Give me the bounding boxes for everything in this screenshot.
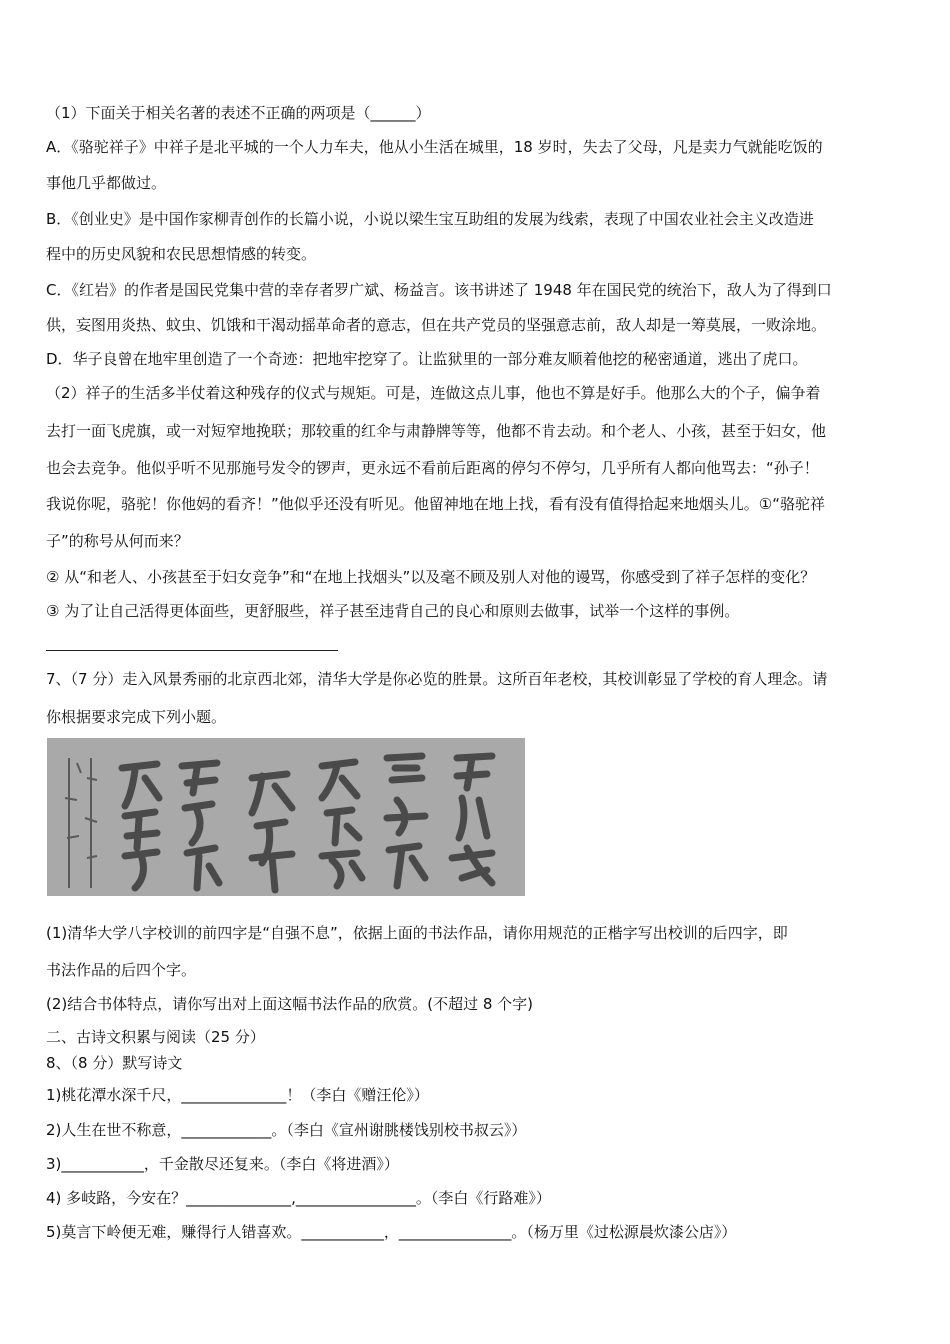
- q6-part2-line3: 也会去竞争。他似乎听不见那施号发令的锣声，更永远不看前后距离的停匀不停匀，几乎所有人都向他骂去：“孙子！: [46, 459, 819, 477]
- q7-sub1-line2: 书法作品的后四个字。: [46, 961, 197, 979]
- answer-separator-line: [46, 650, 338, 651]
- option-a-line1: A．《骆驼祥子》中祥子是北平城的一个人力车夫，他从小生活在城里，18 岁时，失去了父母，凡是卖力气就能吃饭的: [46, 138, 823, 156]
- option-b-line2: 程中的历史风貌和农民思想情感的转变。: [46, 245, 317, 263]
- q6-part2-line6: ② 从“和老人、小孩甚至于妇女竞争”和“在地上找烟头”以及毫不顾及别人对他的谩骂，你感受到了祥子怎样的变化？: [46, 568, 816, 586]
- q6-part1-title: （1）下面关于相关名著的表述不正确的两项是（______）: [46, 104, 431, 122]
- poem-item-2: 2)人生在世不称意，____________。（李白《宣州谢朓楼饯别校书叔云》）: [46, 1121, 527, 1139]
- q8-title: 8、（8 分）默写诗文: [46, 1054, 183, 1072]
- option-a-line2: 事他几乎都做过。: [46, 174, 167, 192]
- calligraphy-image: [47, 738, 525, 896]
- q6-part2-line2: 去打一面飞虎旗，或一对短窄地挽联；那较重的红伞与肃静牌等等，他都不肯去动。和个老人、小孩，甚至于妇女，他: [46, 422, 827, 440]
- option-b-line1: B．《创业史》是中国作家柳青创作的长篇小说，小说以梁生宝互助组的发展为线索，表现了中国农业社会主义改造进: [46, 210, 814, 228]
- q6-part2-line7: ③ 为了让自己活得更体面些，更舒服些，祥子甚至违背自己的良心和原则去做事，试举一个这样的事例。: [46, 602, 740, 620]
- section2-title: 二、古诗文积累与阅读（25 分）: [46, 1028, 265, 1046]
- poem-item-1: 1)桃花潭水深千尺，______________！（李白《赠汪伦》）: [46, 1086, 429, 1104]
- poem-item-3: 3)___________，千金散尽还复来。（李白《将进酒》）: [46, 1155, 399, 1173]
- poem-item-4: 4) 多岐路，今安在？______________,________________。（李白《行路难》）: [46, 1189, 551, 1207]
- option-d-line1: D．华子良曾在地牢里创造了一个奇迹：把地牢挖穿了。让监狱里的一部分难友顺着他挖的秘密通道，逃出了虎口。: [46, 350, 808, 368]
- option-c-line1: C．《红岩》的作者是国民党集中营的幸存者罗广斌、杨益言。该书讲述了 1948 年在国民党的统治下，敌人为了得到口: [46, 281, 832, 299]
- q7-sub2: (2)结合书体特点，请你写出对上面这幅书法作品的欣赏。(不超过 8 个字): [46, 995, 534, 1013]
- q6-part2-line1: （2）祥子的生活多半仗着这种残存的仪式与规矩。可是，连做这点儿事，他也不算是好手。他那么大的个子，偏争着: [46, 384, 821, 402]
- q7-line1: 7、（7 分）走入风景秀丽的北京西北郊，清华大学是你必览的胜景。这所百年老校，其校训彰显了学校的育人理念。请: [46, 670, 828, 688]
- option-c-line2: 供，妄图用炎热、蚊虫、饥饿和干渴动摇革命者的意志，但在共产党员的坚强意志前，敌人却是一筹莫展，一败涂地。: [46, 316, 827, 334]
- q6-part2-line4: 我说你呢，骆驼！你他妈的看齐！”他似乎还没有听见。他留神地在地上找，看有没有值得拾起来地烟头儿。①“骆驼祥: [46, 495, 825, 513]
- q7-sub1-line1: (1)清华大学八字校训的前四字是“自强不息”，依据上面的书法作品，请你用规范的正楷字写出校训的后四字，即: [46, 924, 788, 942]
- q7-line2: 你根据要求完成下列小题。: [46, 708, 227, 726]
- poem-item-5: 5)莫言下岭便无难，赚得行人错喜欢。___________，_______________。（杨万里《过松源晨炊漆公店》）: [46, 1223, 737, 1241]
- q6-part2-line5: 子”的称号从何而来？: [46, 532, 189, 550]
